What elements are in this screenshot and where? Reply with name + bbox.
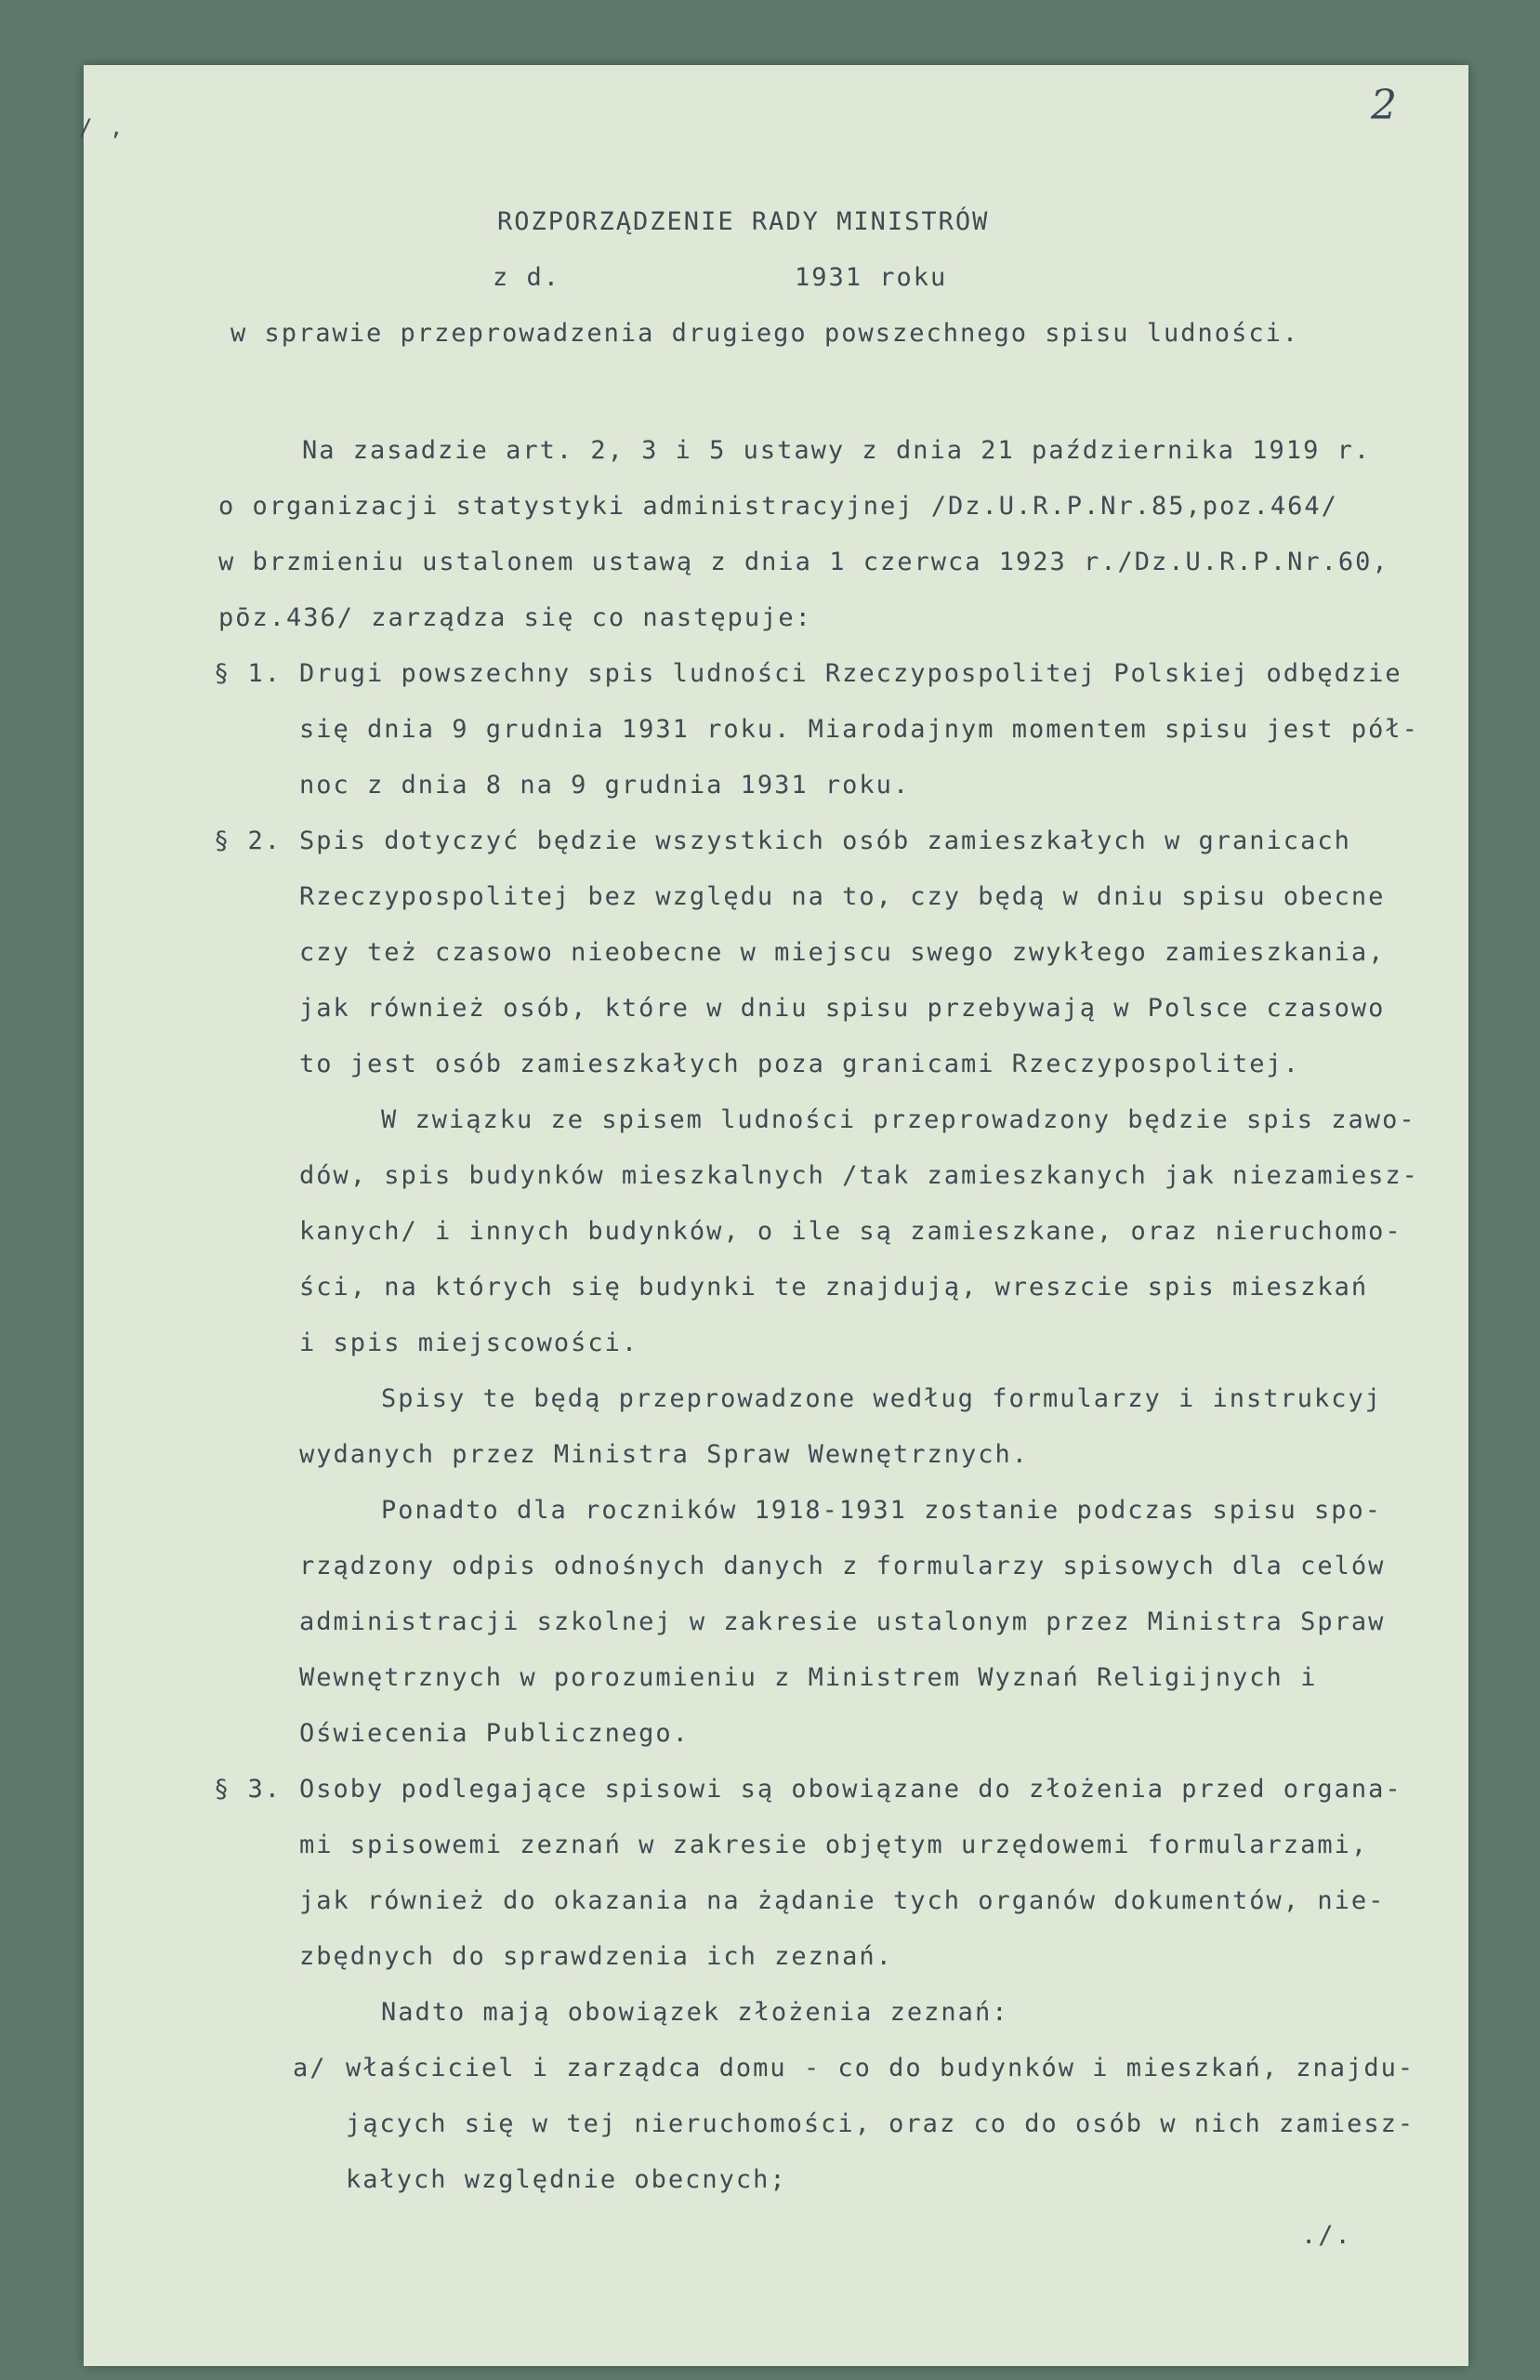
- item-a-line: jących się w tej nieruchomości, oraz co do osób w nich zamiesz-: [346, 2109, 1415, 2138]
- document-page: [79, 65, 1468, 2366]
- item-a-mark: a/: [293, 2054, 327, 2082]
- section-3-para2: Nadto mają obowiązek złożenia zeznań:: [381, 1998, 1009, 2027]
- preamble-line: pōz.436/ zarządza się co następuje:: [218, 603, 812, 632]
- section-2-para2-line: i spis miejscowości.: [299, 1329, 639, 1357]
- page-number: 2: [1371, 82, 1397, 129]
- section-1-line: Drugi powszechny spis ludności Rzeczypospolitej Polskiej odbędzie: [299, 659, 1402, 688]
- document-title: ROZPORZĄDZENIE RADY MINISTRÓW: [497, 207, 990, 236]
- section-2-line: jak również osób, które w dniu spisu przebywają w Polsce czasowo: [299, 994, 1386, 1023]
- section-2-para2-line: ści, na których się budynki te znajdują, wreszcie spis mieszkań: [299, 1273, 1369, 1302]
- section-2-para4-line: Wewnętrznych w porozumieniu z Ministrem Wyznań Religijnych i: [299, 1663, 1318, 1692]
- section-3-line: mi spisowemi zeznań w zakresie objętym urzędowemi formularzami,: [299, 1831, 1369, 1859]
- section-2-line: to jest osób zamieszkałych poza granicami Rzeczypospolitej.: [299, 1050, 1301, 1078]
- section-2-para3-line: Spisy te będą przeprowadzone według formularzy i instrukcyj: [381, 1384, 1383, 1413]
- item-a-line: kałych względnie obecnych;: [346, 2165, 787, 2194]
- section-3-line: Osoby podlegające spisowi są obowiązane do złożenia przed organa-: [299, 1775, 1402, 1804]
- date-year: 1931 roku: [795, 263, 948, 292]
- item-a-line: właściciel i zarządca domu - co do budynków i mieszkań, znajdu-: [346, 2054, 1415, 2082]
- section-2-para4-line: Ponadto dla roczników 1918-1931 zostanie podczas spisu spo-: [381, 1496, 1383, 1525]
- preamble-line: o organizacji statystyki administracyjnej /Dz.U.R.P.Nr.85,poz.464/: [218, 492, 1338, 521]
- section-2-para2-line: dów, spis budynków mieszkalnych /tak zamieszkanych jak niezamiesz-: [299, 1161, 1419, 1190]
- section-3-line: zbędnych do sprawdzenia ich zeznań.: [299, 1942, 893, 1971]
- section-3-line: jak również do okazania na żądanie tych organów dokumentów, nie-: [299, 1886, 1386, 1915]
- preamble-line: Na zasadzie art. 2, 3 i 5 ustawy z dnia 21 października 1919 r.: [302, 436, 1372, 465]
- section-2-line: Spis dotyczyć będzie wszystkich osób zamieszkałych w granicach: [299, 826, 1351, 855]
- section-2-para2-line: kanych/ i innych budynków, o ile są zamieszkane, oraz nieruchomo-: [299, 1217, 1402, 1246]
- date-prefix: z d.: [493, 263, 561, 292]
- section-2-para3-line: wydanych przez Ministra Spraw Wewnętrznych.: [299, 1440, 1029, 1469]
- section-2-line: Rzeczypospolitej bez względu na to, czy będą w dniu spisu obecne: [299, 882, 1386, 911]
- section-2-mark: § 2.: [214, 826, 283, 855]
- section-1-line: się dnia 9 grudnia 1931 roku. Miarodajnym momentem spisu jest pół-: [299, 715, 1419, 744]
- section-2-para4-line: administracji szkolnej w zakresie ustalonym przez Ministra Spraw: [299, 1607, 1386, 1636]
- section-2-line: czy też czasowo nieobecne w miejscu swego zwykłego zamieszkania,: [299, 938, 1386, 967]
- section-2-para2-line: W związku ze spisem ludności przeprowadzony będzie spis zawo-: [381, 1105, 1416, 1134]
- section-1-mark: § 1.: [214, 659, 283, 688]
- section-2-para4-line: Oświecenia Publicznego.: [299, 1719, 690, 1748]
- section-3-mark: § 3.: [214, 1775, 283, 1804]
- corner-mark: / ,: [79, 114, 125, 140]
- section-2-para4-line: rządzony odpis odnośnych danych z formularzy spisowych dla celów: [299, 1552, 1386, 1580]
- section-1-line: noc z dnia 8 na 9 grudnia 1931 roku.: [299, 771, 911, 800]
- preamble-line: w brzmieniu ustalonem ustawą z dnia 1 czerwca 1923 r./Dz.U.R.P.Nr.60,: [218, 548, 1389, 576]
- continuation-mark: ./.: [1301, 2221, 1352, 2250]
- document-subtitle: w sprawie przeprowadzenia drugiego powszechnego spisu ludności.: [230, 319, 1300, 348]
